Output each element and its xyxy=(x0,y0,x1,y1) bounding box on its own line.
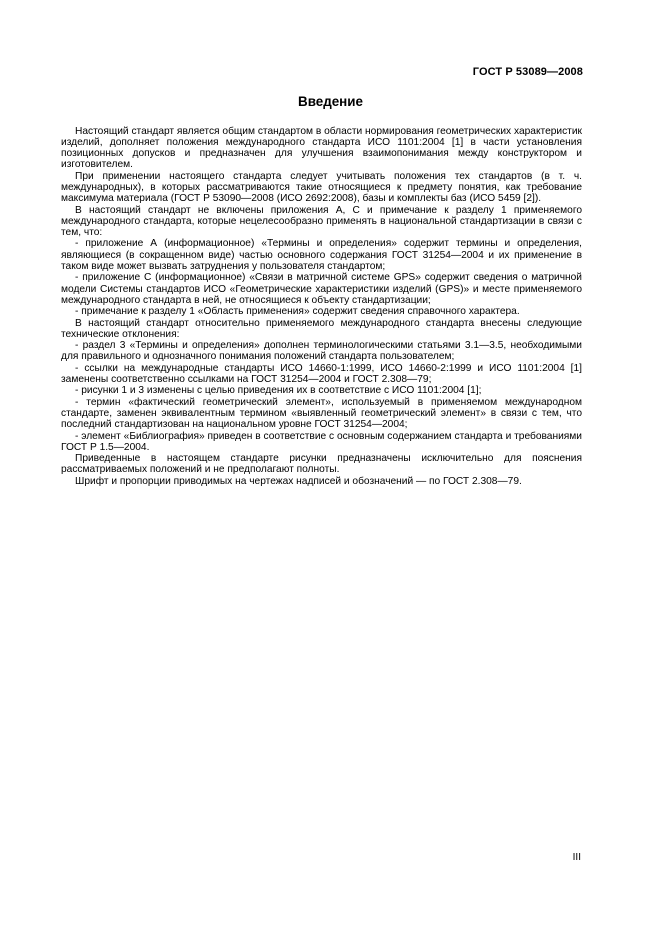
list-item: - приложение С (информационное) «Связи в матричной системе GPS» содержит сведения о матричной модели Системы стандартов ИСО «Геометрические характеристики изделий (GPS)» и месте применяемого международного стандарта в ней, не относящиеся к объекту стандартизации; xyxy=(61,272,582,306)
section-title: Введение xyxy=(298,94,363,109)
list-item: - раздел 3 «Термины и определения» дополнен терминологическими статьями 3.1—3.5, необходимыми для правильного и однозначного понимания положений стандарта пользователем; xyxy=(61,340,582,363)
paragraph: Приведенные в настоящем стандарте рисунки предназначены исключительно для пояснения рассматриваемых положений и не предполагают полноты. xyxy=(61,453,582,476)
paragraph: При применении настоящего стандарта следует учитывать положения тех стандартов (в т. ч. международных), в которых рассматриваются такие относящиеся к предмету понятия, как требование максимума материала (ГОСТ Р 53090—2008 (ИСО 2692:2008), базы и комплекты баз (ИСО 5459 [2]). xyxy=(61,170,582,205)
list-item: - ссылки на международные стандарты ИСО 14660-1:1999, ИСО 14660-2:1999 и ИСО 1101:2004 [1] заменены соответственно ссылками на ГОСТ 31254—2004 и ГОСТ 2.308—79; xyxy=(61,362,582,386)
list-item: - рисунки 1 и 3 изменены с целью приведения их в соответствие с ИСО 1101:2004 [1]; xyxy=(75,385,482,397)
page-number: III xyxy=(572,852,581,863)
document-designation: ГОСТ Р 53089—2008 xyxy=(472,66,583,78)
list-item: - элемент «Библиография» приведен в соответствие с основным содержанием стандарта и требованиями ГОСТ Р 1.5—2004. xyxy=(61,430,582,453)
list-item: - приложение А (информационное) «Термины и определения» содержит термины и определения, являющиеся (в сокращенном виде) частью основного содержания ГОСТ 31254—2004 и их применение в таком виде может вызвать затруднения у пользователя стандартом; xyxy=(61,238,582,273)
list-item: - термин «фактический геометрический элемент», используемый в применяемом международном стандарте, заменен эквивалентным термином «выявленный геометрический элемент» в связи с тем, что последний стандартизован на национальном уровне ГОСТ 31254—2004; xyxy=(61,396,582,431)
paragraph: В настоящий стандарт не включены приложения А, С и примечание к разделу 1 применяемого международного стандарта, которые нецелесообразно применять в национальной стандартизации в связи с тем, что: xyxy=(61,204,582,239)
list-item: - примечание к разделу 1 «Область применения» содержит сведения справочного характера. xyxy=(75,306,520,318)
section-body xyxy=(61,126,582,488)
paragraph: В настоящий стандарт относительно применяемого международного стандарта внесены следующие технические отклонения: xyxy=(61,317,582,340)
paragraph: Настоящий стандарт является общим стандартом в области нормирования геометрических характеристик изделий, дополняет положения международного стандарта ИСО 1101:2004 [1] в части установления позиционных допусков и предназначен для улучшения взаимопонимания между конструктором и изготовителем. xyxy=(61,125,582,171)
paragraph: Шрифт и пропорции приводимых на чертежах надписей и обозначений — по ГОСТ 2.308—79. xyxy=(75,475,522,487)
